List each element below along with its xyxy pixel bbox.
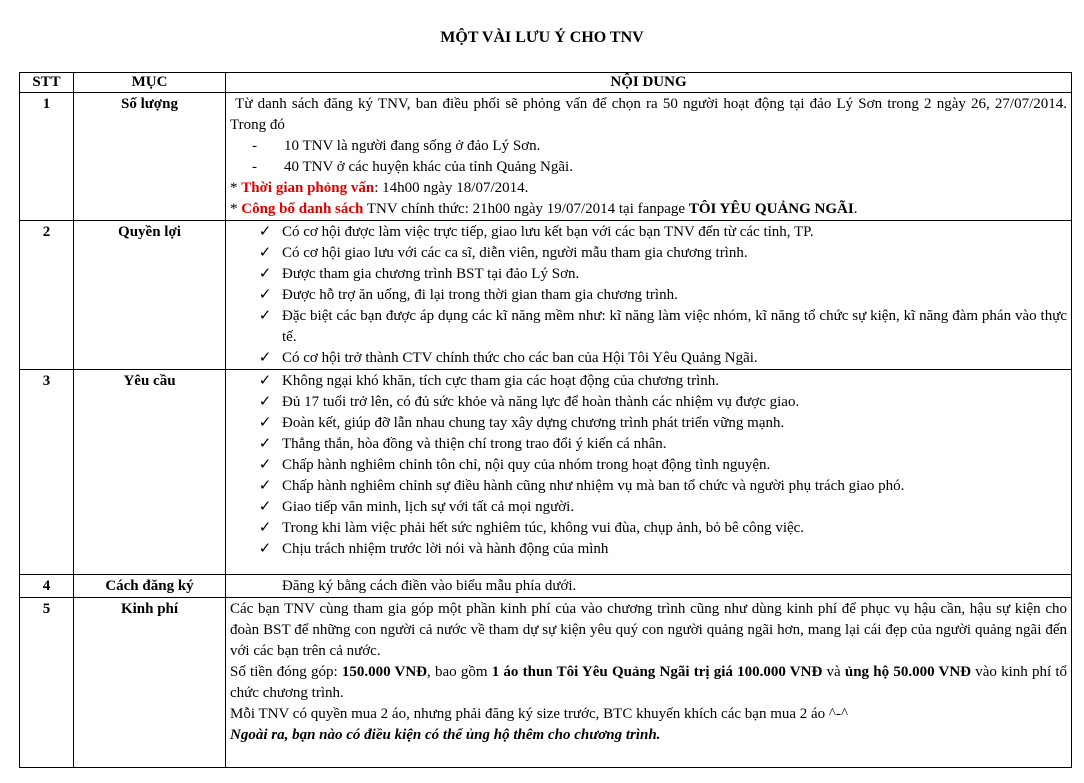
- check-icon: ✓: [258, 436, 272, 452]
- contribution-amount: Số tiền đóng góp: 150.000 VNĐ, bao gồm 1 áo thun Tôi Yêu Quảng Ngãi trị giá 100.000 VNĐ và ủng hộ 50.000 VNĐ vào kinh phí tổ chức chương trình.: [230, 664, 1071, 701]
- check-icon: ✓: [258, 457, 272, 473]
- row-category: Số lượng: [74, 93, 226, 221]
- list-item: ✓ Trong khi làm việc phải hết sức nghiêm túc, không vui đùa, chụp ảnh, bỏ bê công việc.: [230, 518, 1067, 539]
- list-item: ✓ Có cơ hội được làm việc trực tiếp, giao lưu kết bạn với các bạn TNV đến từ các tỉnh, TP.: [230, 222, 1067, 243]
- check-icon: ✓: [258, 224, 272, 240]
- check-icon: ✓: [258, 499, 272, 515]
- dash-list-item: - 40 TNV ở các huyện khác của tỉnh Quảng Ngãi.: [230, 157, 1067, 178]
- row-content: [226, 221, 1072, 370]
- list-item: ✓ Được hỗ trợ ăn uống, đi lại trong thời gian tham gia chương trình.: [230, 285, 1067, 306]
- header-stt: STT: [20, 73, 74, 93]
- check-icon: ✓: [258, 308, 272, 324]
- list-item: ✓ Không ngại khó khăn, tích cực tham gia các hoạt động của chương trình.: [230, 371, 1067, 392]
- dash-bullet: -: [252, 138, 257, 154]
- funding-description: Các bạn TNV cùng tham gia góp một phần kinh phí của vào chương trình cũng như dùng kinh phí để phục vụ hậu cần, hậu sự kiện cho đoàn BST để những con người cả nước về tham dự sự kiện yêu quý con người quảng ngãi hơn, mang lại cái đẹp của người quảng ngãi đến với các bạn trên cả nước.: [230, 601, 1067, 659]
- extra-support-note: Ngoài ra, bạn nào có điều kiện có thể ủng hộ thêm cho chương trình.: [230, 727, 661, 743]
- list-item: ✓ Giao tiếp văn minh, lịch sự với tất cả mọi người.: [230, 497, 1067, 518]
- row-number: 1: [20, 93, 74, 221]
- shirt-purchase-note: Mỗi TNV có quyền mua 2 áo, nhưng phải đăng ký size trước, BTC khuyến khích các bạn mua 2 áo ^-^: [230, 706, 848, 722]
- row-content: [226, 93, 1072, 221]
- interview-time-label: Thời gian phỏng vấn: [241, 180, 375, 196]
- dash-bullet: -: [252, 159, 257, 175]
- row-number: 2: [20, 221, 74, 370]
- announce-label: Công bố danh sách: [241, 201, 364, 217]
- list-item: ✓ Chịu trách nhiệm trước lời nói và hành động của mình: [230, 539, 1067, 560]
- list-item: ✓ Đủ 17 tuổi trở lên, có đủ sức khỏe và năng lực để hoàn thành các nhiệm vụ được giao.: [230, 392, 1067, 413]
- row-category: Kinh phí: [74, 598, 226, 768]
- check-icon: ✓: [258, 520, 272, 536]
- row-number: 3: [20, 370, 74, 575]
- list-item: ✓ Đoàn kết, giúp đỡ lẫn nhau chung tay xây dựng chương trình phát triển vững mạnh.: [230, 413, 1067, 434]
- check-icon: ✓: [258, 373, 272, 389]
- fanpage-name: TÔI YÊU QUẢNG NGÃI: [688, 201, 854, 217]
- header-noi-dung: NỘI DUNG: [226, 73, 1072, 93]
- check-icon: ✓: [258, 245, 272, 261]
- row-content: [226, 598, 1072, 768]
- row-category: Cách đăng ký: [74, 575, 226, 598]
- announce-line: * Công bố danh sách TNV chính thức: 21h00 ngày 19/07/2014 tại fanpage TÔI YÊU QUẢNG NGÃI.: [230, 201, 858, 217]
- list-item: ✓ Thẳng thắn, hòa đồng và thiện chí trong trao đổi ý kiến cá nhân.: [230, 434, 1067, 455]
- check-icon: ✓: [258, 350, 272, 366]
- list-item: ✓ Có cơ hội trở thành CTV chính thức cho các ban của Hội Tôi Yêu Quảng Ngãi.: [230, 348, 1067, 369]
- table-row: [20, 370, 1072, 575]
- list-item: ✓ Có cơ hội giao lưu với các ca sĩ, diễn viên, người mẫu tham gia chương trình.: [230, 243, 1067, 264]
- row-content: [226, 575, 1072, 598]
- requirements-list: [230, 371, 1067, 560]
- check-icon: ✓: [258, 394, 272, 410]
- check-icon: ✓: [258, 478, 272, 494]
- notes-table: [19, 72, 1072, 768]
- document-title: MỘT VÀI LƯU Ý CHO TNV: [440, 29, 644, 46]
- quantity-intro: Từ danh sách đăng ký TNV, ban điều phối sẽ phỏng vấn để chọn ra 50 người hoạt động tại đảo Lý Sơn trong 2 ngày 26, 27/07/2014. Trong đó: [230, 96, 1071, 133]
- check-icon: ✓: [258, 541, 272, 557]
- row-number: 4: [20, 575, 74, 598]
- row-content: [226, 370, 1072, 575]
- dash-list-item: - 10 TNV là người đang sống ở đảo Lý Sơn.: [230, 136, 1067, 157]
- table-row: [20, 221, 1072, 370]
- row-number: 5: [20, 598, 74, 768]
- list-item: ✓ Được tham gia chương trình BST tại đảo Lý Sơn.: [230, 264, 1067, 285]
- table-header-row: [20, 73, 1072, 93]
- table-row: [20, 598, 1072, 768]
- registration-instruction: Đăng ký bằng cách điền vào biểu mẫu phía dưới.: [282, 578, 577, 594]
- table-row: [20, 93, 1072, 221]
- interview-time-line: * Thời gian phỏng vấn: 14h00 ngày 18/07/2014.: [230, 180, 529, 196]
- check-icon: ✓: [258, 266, 272, 282]
- benefits-list: [230, 222, 1067, 369]
- list-item: ✓ Chấp hành nghiêm chỉnh tôn chỉ, nội quy của nhóm trong hoạt động tình nguyện.: [230, 455, 1067, 476]
- header-muc: MỤC: [74, 73, 226, 93]
- check-icon: ✓: [258, 415, 272, 431]
- list-item: ✓ Đặc biệt các bạn được áp dụng các kĩ năng mềm như: kĩ năng làm việc nhóm, kĩ năng tổ chức sự kiện, kĩ năng đàm phán vào thực tế.: [230, 306, 1067, 348]
- row-category: Quyền lợi: [74, 221, 226, 370]
- check-icon: ✓: [258, 287, 272, 303]
- row-category: Yêu cầu: [74, 370, 226, 575]
- table-row: [20, 575, 1072, 598]
- list-item: ✓ Chấp hành nghiêm chỉnh sự điều hành cũng như nhiệm vụ mà ban tổ chức và người phụ trách giao phó.: [230, 476, 1067, 497]
